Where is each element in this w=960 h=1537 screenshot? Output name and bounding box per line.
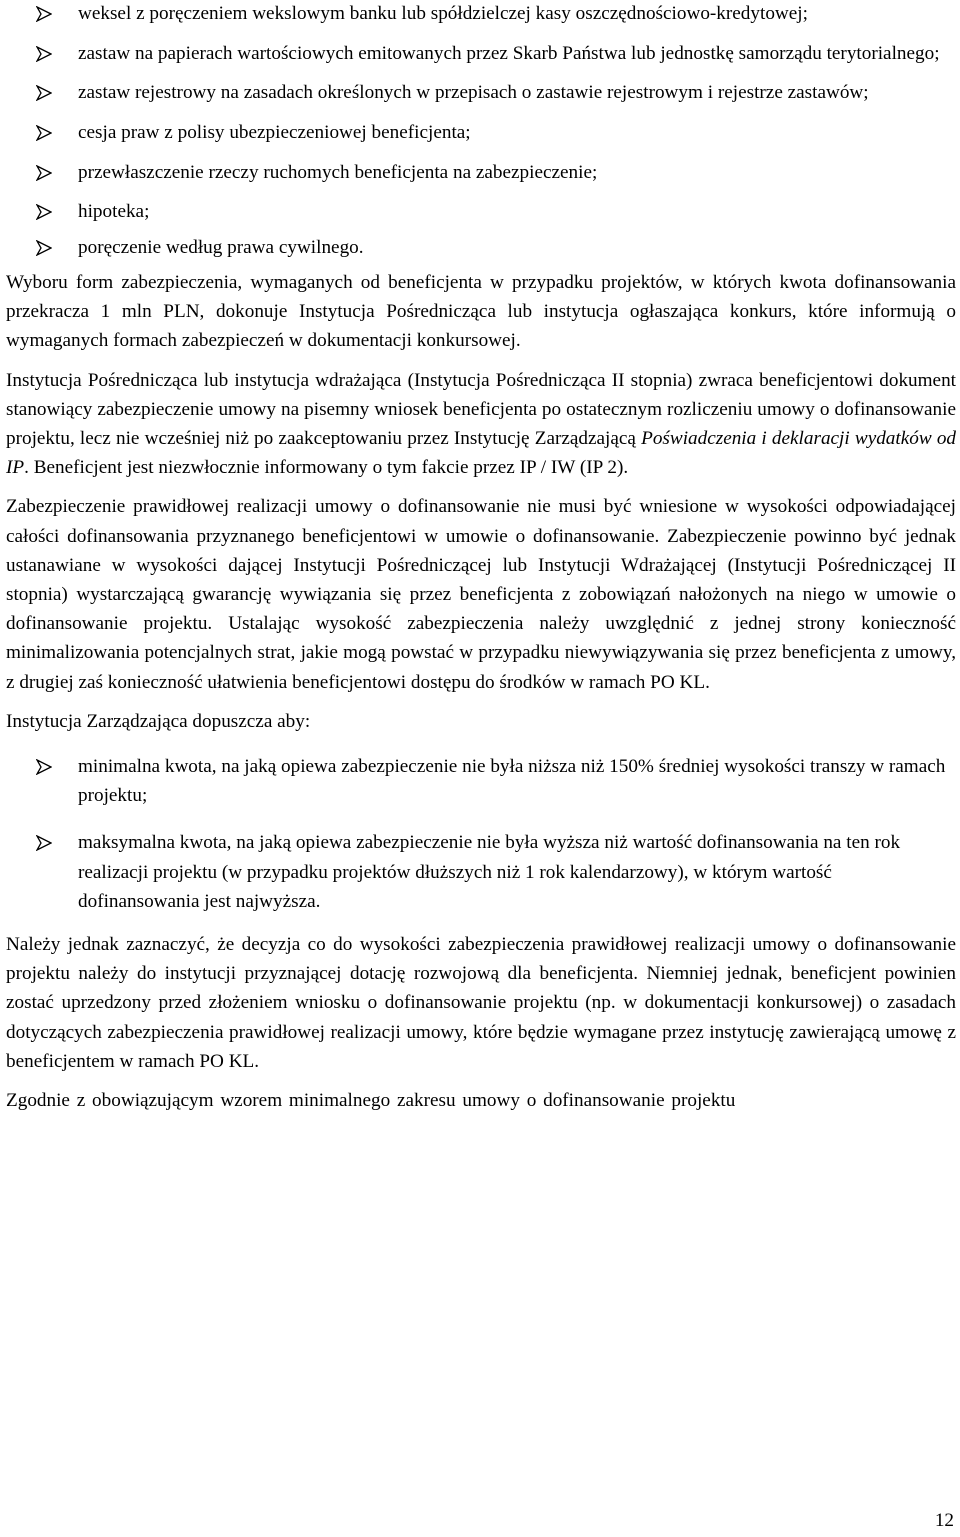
paragraph-security-selection: Wyboru form zabezpieczenia, wymaganych od beneficjenta w przypadku projektów, w których kwota dofinansowania przekracza 1 mln PLN, dokonuje Instytucja Pośrednicząca lub instytucja ogłaszająca konkurs, które informują o wymaganych formach zabezpieczeń w dokumentacji konkursowej.	[6, 271, 956, 352]
list-item	[6, 0, 956, 28]
paragraph-document-return	[6, 366, 956, 483]
list-item-text: cesja praw z polisy ubezpieczeniowej beneficjenta;	[78, 122, 471, 144]
list-item-text: hipoteka;	[78, 200, 150, 222]
paragraph-security-amount: Zabezpieczenie prawidłowej realizacji umowy o dofinansowanie nie musi być wniesione w wysokości odpowiadającej całości dofinansowania przyznanego beneficjentowi w umowie o dofinansowanie. Zabezpieczenie powinno być jednak ustanawiane w wysokości dającej Instytucji Pośredniczącej lub Instytucji Wdrażającej (Instytucji Pośredniczącej II stopnia) wystarczającą gwarancję wywiązania się przez beneficjenta z zobowiązań nałożonych na niego w umowie o dofinansowanie projektu. Ustalając wysokość zabezpieczenia należy uwzględnić z jednej strony konieczność minimalizowania potencjalnych strat, jakie mogą powstać w przypadku niewywiązywania się przez beneficjenta z umowy, z drugiej zaś konieczność ułatwienia beneficjentowi dostępu do środków w ramach PO KL.	[6, 496, 956, 693]
list-item-text: zastaw na papierach wartościowych emitowanych przez Skarb Państwa lub jednostkę samorządu terytorialnego;	[78, 42, 940, 64]
security-forms-list	[6, 0, 956, 262]
arrowhead-bullet-icon	[36, 46, 52, 62]
document-page	[6, 0, 956, 1115]
list-item	[6, 159, 956, 187]
list-item-text: przewłaszczenie rzeczy ruchomych beneficjenta na zabezpieczenie;	[78, 161, 598, 183]
list-item	[6, 234, 956, 262]
list-item-text: maksymalna kwota, na jaką opiewa zabezpieczenie nie była wyższa niż wartość dofinansowania na ten rok realizacji projektu (w przypadku projektów dłuższych niż 1 rok kalendarzowy), w którym wartość dofinansowania jest najwyższa.	[78, 832, 901, 912]
arrowhead-bullet-icon	[36, 759, 52, 775]
list-item	[6, 198, 956, 226]
list-item-text: poręczenie według prawa cywilnego.	[78, 237, 364, 259]
arrowhead-bullet-icon	[36, 125, 52, 141]
list-item-text: minimalna kwota, na jaką opiewa zabezpieczenie nie była niższa niż 150% średniej wysokości transzy w ramach projektu;	[78, 755, 946, 807]
arrowhead-bullet-icon	[36, 165, 52, 181]
paragraph-text: Instytucja Pośrednicząca lub instytucja wdrażająca (Instytucja Pośrednicząca II stopnia) zwraca beneficjentowi dokument stanowiący zabezpieczenie umowy na pisemny wniosek beneficjenta po ostatecznym rozliczeniu umowy o dofinansowanie projektu, lecz nie wcześniej niż po zaakceptowaniu przez Instytucję Zarządzającą	[6, 369, 956, 449]
list-item	[6, 79, 956, 107]
arrowhead-bullet-icon	[36, 240, 52, 256]
paragraph-decision-note: Należy jednak zaznaczyć, że decyzja co do wysokości zabezpieczenia prawidłowej realizacji umowy o dofinansowanie projektu należy do instytucji przyznającej dotację rozwojową dla beneficjenta. Niemniej jednak, beneficjent powinien zostać uprzedzony przed złożeniem wniosku o dofinansowanie projektu (np. w dokumentacji konkursowej) o zasadach dotyczących zabezpieczenia prawidłowej realizacji umowy, które będzie wymagane przez instytucję zawierającą umowę z beneficjentem w ramach PO KL.	[6, 933, 956, 1072]
list-item	[6, 40, 956, 68]
arrowhead-bullet-icon	[36, 6, 52, 22]
paragraph-agreement-template: Zgodnie z obowiązującym wzorem minimalnego zakresu umowy o dofinansowanie projektu	[6, 1090, 736, 1111]
document-title-italic: Poświadczenia i deklaracji wydatków od IP	[6, 427, 957, 479]
list-item-text: zastaw rejestrowy na zasadach określonych w przepisach o zastawie rejestrowym i rejestrze zastawów;	[78, 82, 869, 104]
paragraph-managing-authority: Instytucja Zarządzająca dopuszcza aby:	[6, 710, 311, 732]
list-item-text: weksel z poręczeniem wekslowym banku lub spółdzielczej kasy oszczędnościowo-kredytowej;	[78, 3, 808, 24]
arrowhead-bullet-icon	[36, 85, 52, 101]
page-number: 12	[934, 1510, 954, 1531]
list-item	[6, 828, 956, 916]
paragraph-text: . Beneficjent jest niezwłocznie informowany o tym fakcie przez IP / IW (IP 2).	[24, 457, 629, 479]
amount-limits-list	[6, 752, 956, 916]
arrowhead-bullet-icon	[36, 835, 52, 851]
list-item	[6, 119, 956, 147]
list-item	[6, 752, 956, 810]
arrowhead-bullet-icon	[36, 204, 52, 220]
